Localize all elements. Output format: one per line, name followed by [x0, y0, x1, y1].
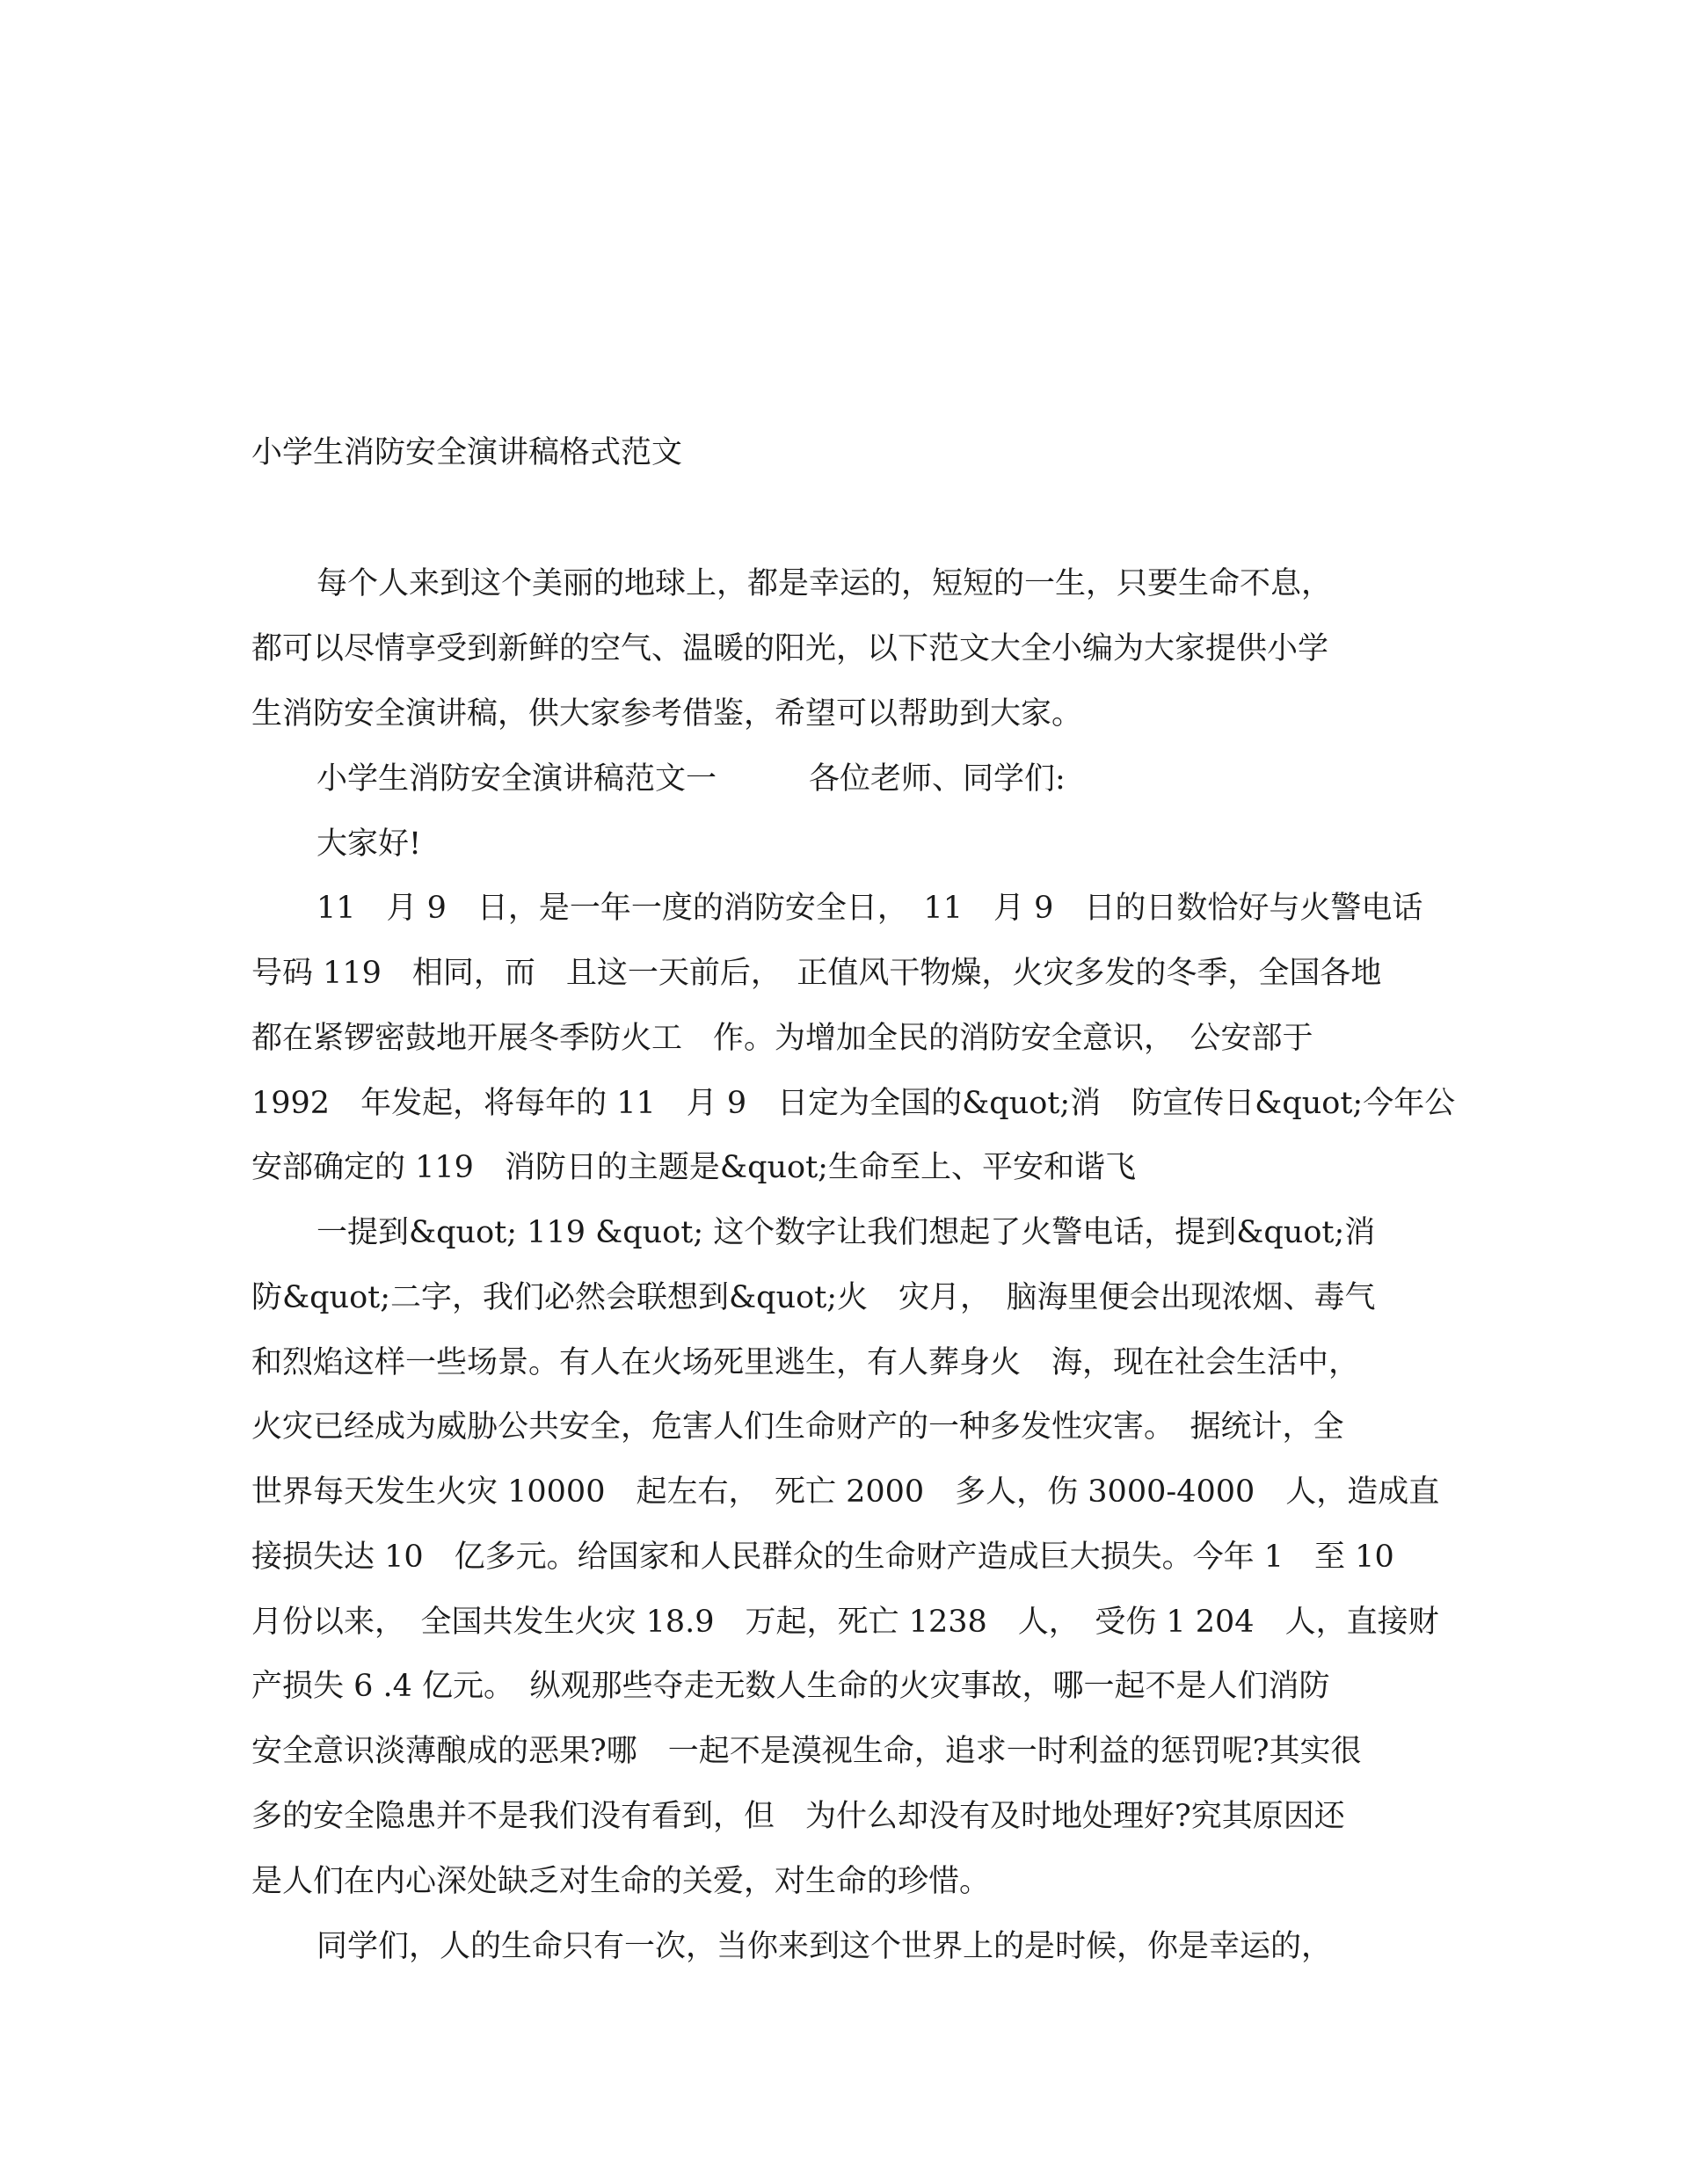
- paragraph-line: 安全意识淡薄酿成的恶果?哪 一起不是漠视生命，追求一时利益的惩罚呢?其实很: [251, 1734, 1362, 1769]
- paragraph-line: 接损失达 10 亿多元。给国家和人民群众的生命财产造成巨大损失。今年 1 至 10: [251, 1540, 1394, 1575]
- paragraph-line: 小学生消防安全演讲稿范文一 各位老师、同学们:: [316, 761, 1066, 797]
- paragraph-line: 1992 年发起，将每年的 11 月 9 日定为全国的&quot;消 防宣传日&quot;今年公: [251, 1086, 1456, 1121]
- paragraph-line: 多的安全隐患并不是我们没有看到，但 为什么却没有及时地处理好?究其原因还: [251, 1799, 1345, 1834]
- paragraph-line: 都可以尽情享受到新鲜的空气、温暖的阳光，以下范文大全小编为大家提供小学: [251, 631, 1329, 666]
- paragraph-line: 大家好!: [316, 826, 422, 862]
- paragraph-line: 都在紧锣密鼓地开展冬季防火工 作。为增加全民的消防安全意识， 公安部于: [251, 1021, 1313, 1056]
- paragraph-line: 安部确定的 119 消防日的主题是&quot;生命至上、平安和谐飞: [251, 1150, 1136, 1185]
- paragraph-line: 世界每天发生火灾 10000 起左右， 死亡 2000 多人，伤 3000-4000 人，造成直: [251, 1474, 1440, 1510]
- paragraph-line: 同学们，人的生命只有一次，当你来到这个世界上的是时候，你是幸运的，: [316, 1929, 1333, 1964]
- paragraph-line: 防&quot;二字，我们必然会联想到&quot;火 灾月， 脑海里便会出现浓烟、毒气: [251, 1280, 1376, 1315]
- paragraph-line: 产损失 6 .4 亿元。 纵观那些夺走无数人生命的火灾事故，哪一起不是人们消防: [251, 1669, 1330, 1704]
- paragraph-line: 每个人来到这个美丽的地球上，都是幸运的，短短的一生，只要生命不息，: [316, 566, 1333, 601]
- paragraph-line: 火灾已经成为威胁公共安全，危害人们生命财产的一种多发性灾害。 据统计，全: [251, 1409, 1344, 1445]
- paragraph-line: 和烈焰这样一些场景。有人在火场死里逃生，有人葬身火 海，现在社会生活中，: [251, 1345, 1360, 1380]
- paragraph-line: 11 月 9 日，是一年一度的消防安全日， 11 月 9 日的日数恰好与火警电话: [316, 891, 1423, 926]
- paragraph-line: 生消防安全演讲稿，供大家参考借鉴，希望可以帮助到大家。: [251, 696, 1083, 732]
- paragraph-line: 是人们在内心深处缺乏对生命的关爱，对生命的珍惜。: [251, 1864, 991, 1899]
- paragraph-line: 一提到&quot; 119 &quot; 这个数字让我们想起了火警电话，提到&quot;消: [316, 1215, 1376, 1250]
- paragraph-line: 月份以来， 全国共发生火灾 18.9 万起，死亡 1238 人， 受伤 1 204 人，直接财: [251, 1605, 1439, 1640]
- paragraph-line: 号码 119 相同，而 且这一天前后， 正值风干物燥，火灾多发的冬季，全国各地: [251, 956, 1382, 991]
- document-title: 小学生消防安全演讲稿格式范文: [251, 435, 683, 470]
